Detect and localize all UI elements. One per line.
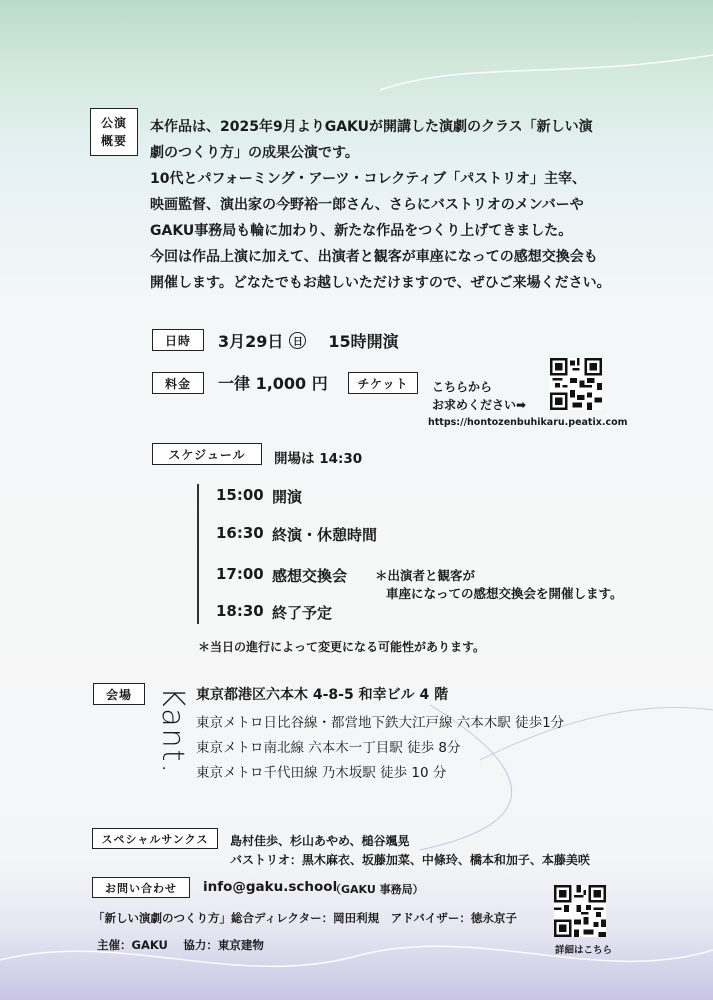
- schedule-text: 終了予定: [272, 604, 333, 622]
- schedule-label: スケジュール: [152, 443, 262, 465]
- overview-line: GAKU事務局も輪に加わり、新たな作品をつくり上げてきました。: [150, 223, 573, 239]
- schedule-text: 終演・休憩時間: [272, 526, 378, 544]
- overview-label-line1: 公演: [100, 116, 127, 130]
- overview-label-line2: 概要: [100, 134, 127, 148]
- overview-line: 映画監督、演出家の今野裕一郎さん、さらにバストリオのメンバーや: [150, 197, 584, 213]
- weekday-badge: 日: [289, 332, 306, 349]
- schedule-time: 15:00: [216, 486, 264, 504]
- venue-logo-text: Kant.: [155, 687, 190, 775]
- venue-logo: [155, 682, 190, 780]
- contact-label: お問い合わせ: [92, 877, 190, 898]
- venue-access: 東京メトロ日比谷線・都営地下鉄大江戸線 六本木駅 徒歩1分: [196, 715, 565, 731]
- schedule-divider: [197, 484, 199, 624]
- detail-qr-code[interactable]: [554, 885, 606, 937]
- thanks-line1: 島村佳歩、杉山あやめ、槌谷颯晃: [230, 834, 410, 848]
- date-value: 3月29日: [218, 332, 284, 351]
- date-time: 15時開演: [328, 332, 399, 351]
- thanks-line2: バストリオ：黒木麻衣、坂藤加菜、中條玲、橋本和加子、本藤美咲: [230, 853, 590, 867]
- overview-line: 開催します。どなたでもお越しいただけますので、ぜひご来場ください。: [150, 275, 611, 291]
- credits-directors: 「新しい演劇のつくり方」総合ディレクター：岡田利規 アドバイザー：徳永京子: [93, 911, 517, 925]
- thanks-label: スペシャルサンクス: [92, 828, 218, 849]
- schedule-text: 開演: [272, 488, 303, 506]
- venue-access: 東京メトロ千代田線 乃木坂駅 徒歩 10 分: [196, 765, 447, 781]
- ticket-label: チケット: [348, 372, 418, 394]
- overview-line: 今回は作品上演に加えて、出演者と観客が車座になっての感想交換会も: [150, 249, 598, 265]
- contact-email[interactable]: info@gaku.school: [203, 879, 338, 895]
- detail-qr-label: 詳細はこちら: [555, 945, 613, 956]
- overview-label: [90, 108, 138, 156]
- fee-label: 料金: [152, 372, 204, 394]
- schedule-time: 16:30: [216, 524, 264, 542]
- ticket-line1: こちらから: [432, 380, 493, 394]
- schedule-text: 感想交換会: [272, 567, 348, 585]
- ticket-line2[interactable]: お求めください➡: [432, 398, 527, 412]
- schedule-note-line1: ＊出演者と観客が: [375, 568, 476, 583]
- venue-address: 東京都港区六本木 4-8-5 和幸ビル 4 階: [196, 687, 449, 703]
- overview-line: 本作品は、2025年9月よりGAKUが開講した演劇のクラス「新しい演: [150, 119, 593, 135]
- contact-org: （GAKU 事務局）: [330, 883, 424, 896]
- schedule-footnote: ＊当日の進行によって変更になる可能性があります。: [198, 640, 486, 654]
- schedule-time: 17:00: [216, 565, 264, 583]
- credits-sponsor: 主催：GAKU 協力：東京建物: [97, 938, 264, 952]
- schedule-open: 開場は 14:30: [274, 451, 363, 467]
- fee-value: 一律 1,000 円: [218, 374, 328, 393]
- ticket-url[interactable]: https://hontozenbuhikaru.peatix.com: [428, 417, 628, 428]
- overview-line: 10代とパフォーミング・アーツ・コレクティブ「パストリオ」主宰、: [150, 171, 586, 187]
- schedule-note-line2: 車座になっての感想交換会を開催します。: [386, 586, 623, 601]
- schedule-time: 18:30: [216, 602, 264, 620]
- overview-line: 劇のつくり方」の成果公演です。: [150, 145, 359, 161]
- date-value-row: [218, 329, 399, 352]
- date-label: 日時: [152, 329, 204, 351]
- venue-label: 会場: [93, 683, 145, 705]
- ticket-qr-code[interactable]: [550, 358, 602, 410]
- venue-access: 東京メトロ南北線 六本木一丁目駅 徒歩 8分: [196, 740, 461, 756]
